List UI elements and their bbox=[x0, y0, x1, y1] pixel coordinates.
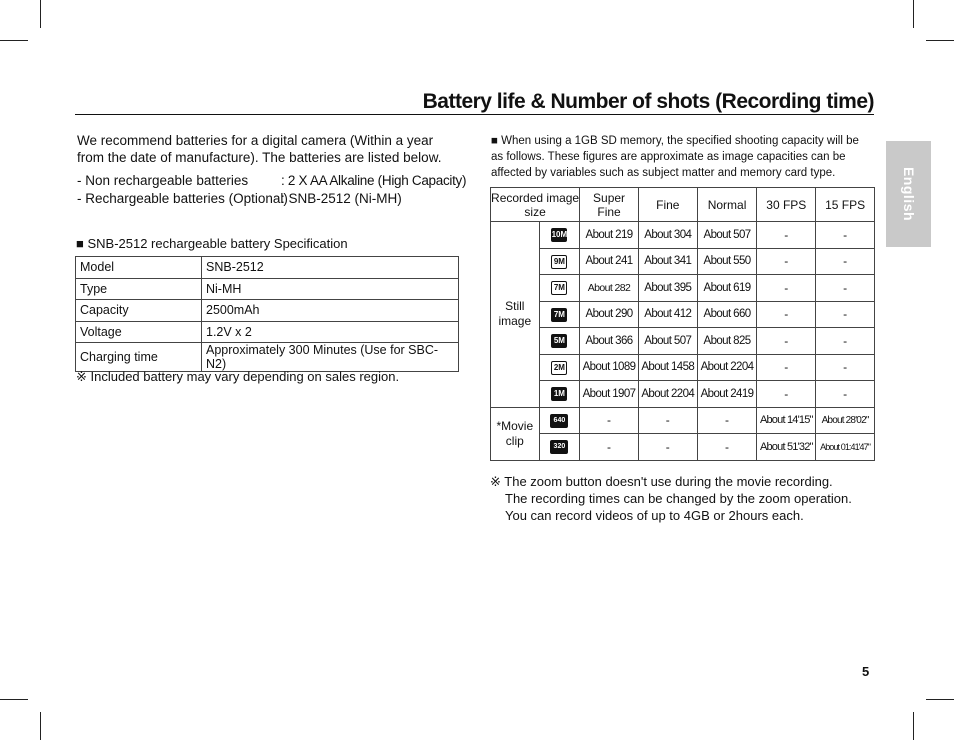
sales-region-note: ※ Included battery may vary depending on sales region. bbox=[76, 369, 400, 384]
table-row bbox=[76, 321, 459, 343]
size-cell bbox=[539, 407, 580, 434]
spec-value: Ni-MH bbox=[202, 278, 459, 300]
language-tab-label: English bbox=[900, 166, 917, 222]
fps30-cell: - bbox=[757, 275, 816, 302]
fps15-cell: - bbox=[816, 222, 875, 249]
super-fine-cell: - bbox=[580, 434, 639, 461]
crop-mark bbox=[913, 0, 914, 28]
page-number: 5 bbox=[862, 664, 870, 679]
table-header-row bbox=[491, 188, 875, 222]
normal-cell: About 2204 bbox=[697, 354, 757, 381]
super-fine-cell: About 366 bbox=[580, 328, 639, 355]
size-7m-wide-icon: 7M bbox=[551, 281, 567, 295]
normal-cell: About 2419 bbox=[697, 381, 757, 408]
super-fine-cell: About 241 bbox=[580, 248, 639, 275]
page-title: Battery life & Number of shots (Recording time) bbox=[75, 90, 874, 115]
table-row bbox=[491, 275, 875, 302]
normal-cell: About 619 bbox=[697, 275, 757, 302]
header-super-fine: Super Fine bbox=[580, 188, 639, 222]
fps30-cell: - bbox=[757, 222, 816, 249]
spec-value: 1.2V x 2 bbox=[202, 321, 459, 343]
fps30-cell: About 51'32" bbox=[757, 434, 816, 461]
crop-mark bbox=[913, 712, 914, 740]
fps15-cell: - bbox=[816, 328, 875, 355]
normal-cell: About 507 bbox=[697, 222, 757, 249]
size-cell bbox=[539, 275, 580, 302]
movie-note-line: The recording times can be changed by the zoom operation. bbox=[505, 491, 852, 506]
normal-cell: About 550 bbox=[697, 248, 757, 275]
movie-note-line: You can record videos of up to 4GB or 2hours each. bbox=[505, 508, 804, 523]
spec-value: 2500mAh bbox=[202, 300, 459, 322]
super-fine-cell: About 1907 bbox=[580, 381, 639, 408]
size-cell bbox=[539, 222, 580, 249]
fine-cell: About 1458 bbox=[638, 354, 697, 381]
table-row bbox=[76, 278, 459, 300]
table-row bbox=[76, 300, 459, 322]
spec-key: Capacity bbox=[76, 300, 202, 322]
super-fine-cell: About 290 bbox=[580, 301, 639, 328]
spec-key: Type bbox=[76, 278, 202, 300]
size-1m-icon: 1M bbox=[551, 387, 567, 401]
header-30fps: 30 FPS bbox=[757, 188, 816, 222]
battery-type-label: - Rechargeable batteries (Optional) bbox=[77, 191, 288, 206]
size-cell bbox=[539, 354, 580, 381]
size-640-icon: 640 bbox=[550, 414, 568, 428]
fps30-cell: - bbox=[757, 328, 816, 355]
table-row bbox=[491, 354, 875, 381]
movie-notes bbox=[490, 473, 870, 524]
size-320-icon: 320 bbox=[550, 440, 568, 454]
fps15-cell: - bbox=[816, 248, 875, 275]
battery-list-item bbox=[77, 190, 467, 208]
spec-key: Model bbox=[76, 257, 202, 279]
size-cell bbox=[539, 381, 580, 408]
fps30-cell: - bbox=[757, 301, 816, 328]
super-fine-cell: About 1089 bbox=[580, 354, 639, 381]
fps15-cell: - bbox=[816, 354, 875, 381]
header-normal: Normal bbox=[697, 188, 757, 222]
battery-list bbox=[77, 172, 467, 208]
fine-cell: About 2204 bbox=[638, 381, 697, 408]
capacity-table bbox=[490, 187, 875, 461]
normal-cell: About 660 bbox=[697, 301, 757, 328]
table-row bbox=[491, 248, 875, 275]
fine-cell: About 412 bbox=[638, 301, 697, 328]
language-tab bbox=[886, 141, 931, 247]
crop-mark bbox=[0, 699, 28, 700]
size-cell bbox=[539, 301, 580, 328]
normal-cell: About 825 bbox=[697, 328, 757, 355]
crop-mark bbox=[0, 40, 28, 41]
fps30-cell: - bbox=[757, 354, 816, 381]
fine-cell: About 304 bbox=[638, 222, 697, 249]
size-2m-icon: 2M bbox=[551, 361, 567, 375]
spec-heading: ■ SNB-2512 rechargeable battery Specification bbox=[76, 236, 348, 251]
super-fine-cell: About 282 bbox=[580, 275, 639, 302]
fps15-cell: - bbox=[816, 275, 875, 302]
header-image-size: Recorded image size bbox=[491, 188, 580, 222]
group-still-image: Still image bbox=[491, 222, 540, 408]
header-fine: Fine bbox=[638, 188, 697, 222]
fine-cell: About 507 bbox=[638, 328, 697, 355]
crop-mark bbox=[40, 712, 41, 740]
size-cell bbox=[539, 328, 580, 355]
super-fine-cell: About 219 bbox=[580, 222, 639, 249]
fine-cell: About 341 bbox=[638, 248, 697, 275]
normal-cell: - bbox=[697, 407, 757, 434]
capacity-intro: ■ When using a 1GB SD memory, the specified shooting capacity will be as follows. These figures are approximate as image capacities can be affected by variables such as subject matter and memory card type. bbox=[491, 135, 859, 179]
table-row bbox=[491, 222, 875, 249]
normal-cell: - bbox=[697, 434, 757, 461]
battery-type-value: : 2 X AA Alkaline (High Capacity) bbox=[281, 173, 467, 188]
header-15fps: 15 FPS bbox=[816, 188, 875, 222]
spec-key: Charging time bbox=[76, 343, 202, 372]
size-cell bbox=[539, 434, 580, 461]
fps30-cell: - bbox=[757, 381, 816, 408]
fps15-cell: - bbox=[816, 381, 875, 408]
table-row bbox=[491, 434, 875, 461]
table-row bbox=[491, 407, 875, 434]
fine-cell: - bbox=[638, 407, 697, 434]
spec-key: Voltage bbox=[76, 321, 202, 343]
fps15-cell: About 01:41'47" bbox=[816, 434, 875, 461]
fps15-cell: About 28'02" bbox=[816, 407, 875, 434]
fps15-cell: - bbox=[816, 301, 875, 328]
super-fine-cell: - bbox=[580, 407, 639, 434]
movie-note-line: ※ The zoom button doesn't use during the movie recording. bbox=[490, 474, 833, 489]
battery-list-item bbox=[77, 172, 467, 190]
table-row bbox=[491, 381, 875, 408]
table-row bbox=[491, 301, 875, 328]
battery-type-value: : SNB-2512 (Ni-MH) bbox=[281, 191, 402, 206]
spec-value: SNB-2512 bbox=[202, 257, 459, 279]
battery-type-label: - Non rechargeable batteries bbox=[77, 173, 249, 188]
table-row bbox=[491, 328, 875, 355]
crop-mark bbox=[926, 699, 954, 700]
fps30-cell: - bbox=[757, 248, 816, 275]
crop-mark bbox=[40, 0, 41, 28]
size-cell bbox=[539, 248, 580, 275]
group-movie-clip: *Movie clip bbox=[491, 407, 540, 460]
size-7m-icon: 7M bbox=[551, 308, 567, 322]
crop-mark bbox=[926, 40, 954, 41]
spec-table bbox=[75, 256, 459, 372]
battery-intro: We recommend batteries for a digital camera (Within a year from the date of manufacture). The batteries are listed below. bbox=[77, 133, 442, 165]
size-9m-icon: 9M bbox=[551, 255, 567, 269]
size-5m-icon: 5M bbox=[551, 334, 567, 348]
table-row bbox=[76, 257, 459, 279]
size-10m-icon: 10M bbox=[551, 228, 567, 242]
fps30-cell: About 14'15" bbox=[757, 407, 816, 434]
spec-value: Approximately 300 Minutes (Use for SBC-N2) bbox=[202, 343, 459, 372]
fine-cell: - bbox=[638, 434, 697, 461]
fine-cell: About 395 bbox=[638, 275, 697, 302]
